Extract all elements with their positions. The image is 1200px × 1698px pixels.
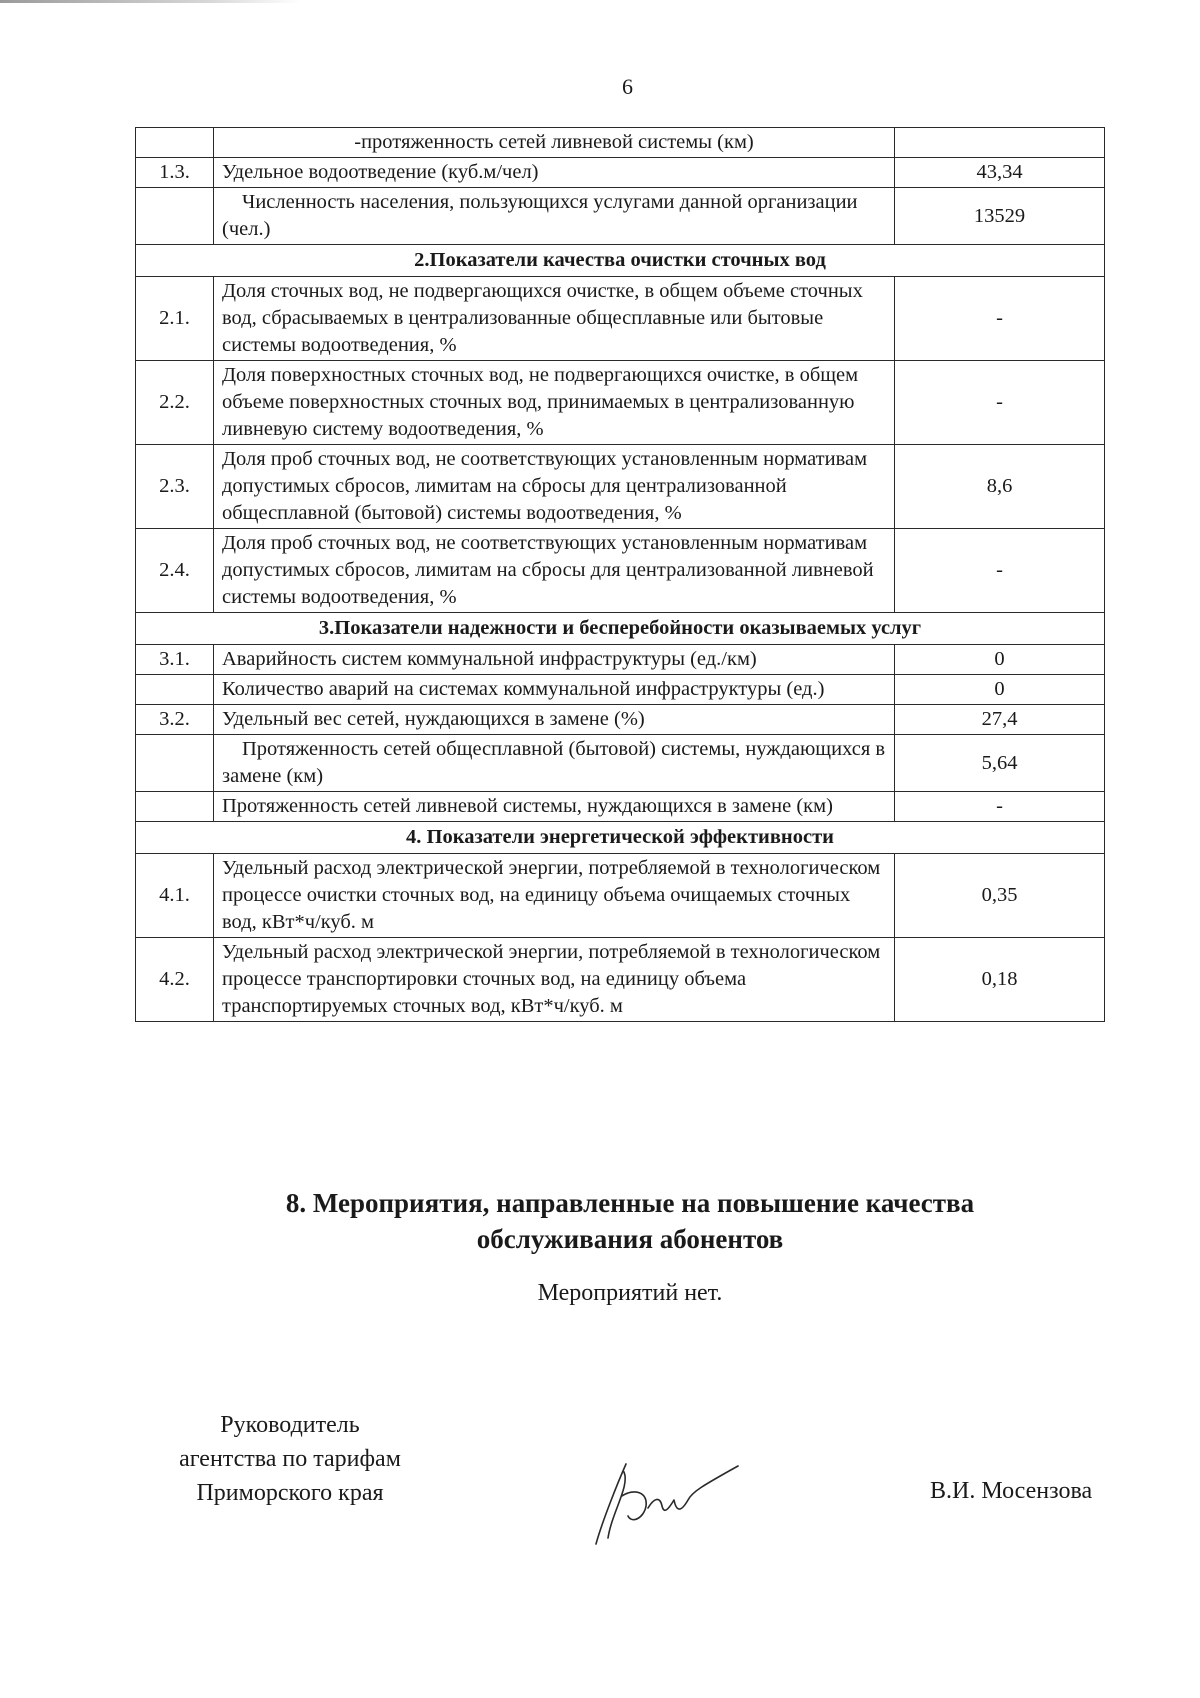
table-row xyxy=(136,705,1105,735)
table-row xyxy=(136,445,1105,529)
page-number: 6 xyxy=(622,74,633,99)
row-number xyxy=(136,792,214,822)
section-8-heading-line-2: обслуживания абонентов xyxy=(476,1224,784,1254)
table-row xyxy=(136,735,1105,792)
table-section-header xyxy=(136,822,1105,854)
section-title: 3.Показатели надежности и бесперебойности оказываемых услуг xyxy=(136,613,1105,645)
row-number: 2.4. xyxy=(136,529,214,613)
row-number: 2.3. xyxy=(136,445,214,529)
indicator-name: Удельное водоотведение (куб.м/чел) xyxy=(214,158,895,188)
signatory-title-line-3: Приморского края xyxy=(196,1480,384,1506)
indicator-value: - xyxy=(895,361,1105,445)
indicator-value: 0,35 xyxy=(895,854,1105,938)
table-row xyxy=(136,188,1105,245)
table-section-header xyxy=(136,613,1105,645)
indicator-value: 13529 xyxy=(895,188,1105,245)
signer-name: В.И. Мосензова xyxy=(930,1478,1093,1504)
indicator-value: 0,18 xyxy=(895,938,1105,1022)
row-number xyxy=(136,675,214,705)
table-row xyxy=(136,645,1105,675)
indicator-name: -протяженность сетей ливневой системы (км) xyxy=(214,128,895,158)
table-row xyxy=(136,128,1105,158)
indicator-name: Доля сточных вод, не подвергающихся очистке, в общем объеме сточных вод, сбрасываемых в централизованные общесплавные или бытовые системы водоотведения, % xyxy=(214,277,895,361)
indicator-name: Протяженность сетей общесплавной (бытовой) системы, нуждающихся в замене (км) xyxy=(214,735,895,792)
indicator-name: Доля поверхностных сточных вод, не подвергающихся очистке, в общем объеме поверхностных сточных вод, принимаемых в централизованную ливневую систему водоотведения, % xyxy=(214,361,895,445)
row-number: 2.1. xyxy=(136,277,214,361)
table-row xyxy=(136,361,1105,445)
indicator-value: 43,34 xyxy=(895,158,1105,188)
no-measures-text: Мероприятий нет. xyxy=(537,1280,723,1306)
signatory-title-line-2: агентства по тарифам xyxy=(179,1446,401,1472)
row-number xyxy=(136,735,214,792)
indicator-name: Количество аварий на системах коммунальной инфраструктуры (ед.) xyxy=(214,675,895,705)
row-number xyxy=(136,188,214,245)
indicator-name: Аварийность систем коммунальной инфраструктуры (ед./км) xyxy=(214,645,895,675)
signatory-title-line-1: Руководитель xyxy=(220,1412,360,1438)
indicator-value: - xyxy=(895,792,1105,822)
indicators-table-body xyxy=(136,128,1105,1022)
indicator-value: 5,64 xyxy=(895,735,1105,792)
indicator-value: 27,4 xyxy=(895,705,1105,735)
section-title: 2.Показатели качества очистки сточных вод xyxy=(136,245,1105,277)
indicators-table xyxy=(135,127,1105,1022)
indicator-name: Доля проб сточных вод, не соответствующих установленным нормативам допустимых сбросов, лимитам на сбросы для централизованной общесплавной (бытовой) системы водоотведения, % xyxy=(214,445,895,529)
indicator-value xyxy=(895,128,1105,158)
row-number: 2.2. xyxy=(136,361,214,445)
section-8-heading-line-1: 8. Мероприятия, направленные на повышение качества xyxy=(285,1188,975,1218)
row-number xyxy=(136,128,214,158)
table-row xyxy=(136,277,1105,361)
table-row xyxy=(136,792,1105,822)
table-section-header xyxy=(136,245,1105,277)
table-row xyxy=(136,854,1105,938)
scan-edge xyxy=(0,0,300,3)
row-number: 4.2. xyxy=(136,938,214,1022)
indicator-name: Протяженность сетей ливневой системы, нуждающихся в замене (км) xyxy=(214,792,895,822)
table-row xyxy=(136,938,1105,1022)
indicator-value: - xyxy=(895,529,1105,613)
indicator-name: Удельный вес сетей, нуждающихся в замене (%) xyxy=(214,705,895,735)
handwritten-signature xyxy=(588,1452,748,1552)
table-row xyxy=(136,675,1105,705)
indicator-value: 8,6 xyxy=(895,445,1105,529)
signatory-title xyxy=(140,1408,440,1510)
section-title: 4. Показатели энергетической эффективности xyxy=(136,822,1105,854)
row-number: 4.1. xyxy=(136,854,214,938)
indicator-value: 0 xyxy=(895,645,1105,675)
indicator-name: Доля проб сточных вод, не соответствующих установленным нормативам допустимых сбросов, лимитам на сбросы для централизованной ливневой системы водоотведения, % xyxy=(214,529,895,613)
indicator-name: Численность населения, пользующихся услугами данной организации (чел.) xyxy=(214,188,895,245)
indicator-value: - xyxy=(895,277,1105,361)
table-row xyxy=(136,158,1105,188)
row-number: 3.1. xyxy=(136,645,214,675)
indicator-name: Удельный расход электрической энергии, потребляемой в технологическом процессе транспортировки сточных вод, на единицу объема транспортируемых сточных вод, кВт*ч/куб. м xyxy=(214,938,895,1022)
indicator-value: 0 xyxy=(895,675,1105,705)
row-number: 3.2. xyxy=(136,705,214,735)
indicator-name: Удельный расход электрической энергии, потребляемой в технологическом процессе очистки сточных вод, на единицу объема очищаемых сточных вод, кВт*ч/куб. м xyxy=(214,854,895,938)
row-number: 1.3. xyxy=(136,158,214,188)
section-8-heading xyxy=(180,1185,1080,1257)
table-row xyxy=(136,529,1105,613)
